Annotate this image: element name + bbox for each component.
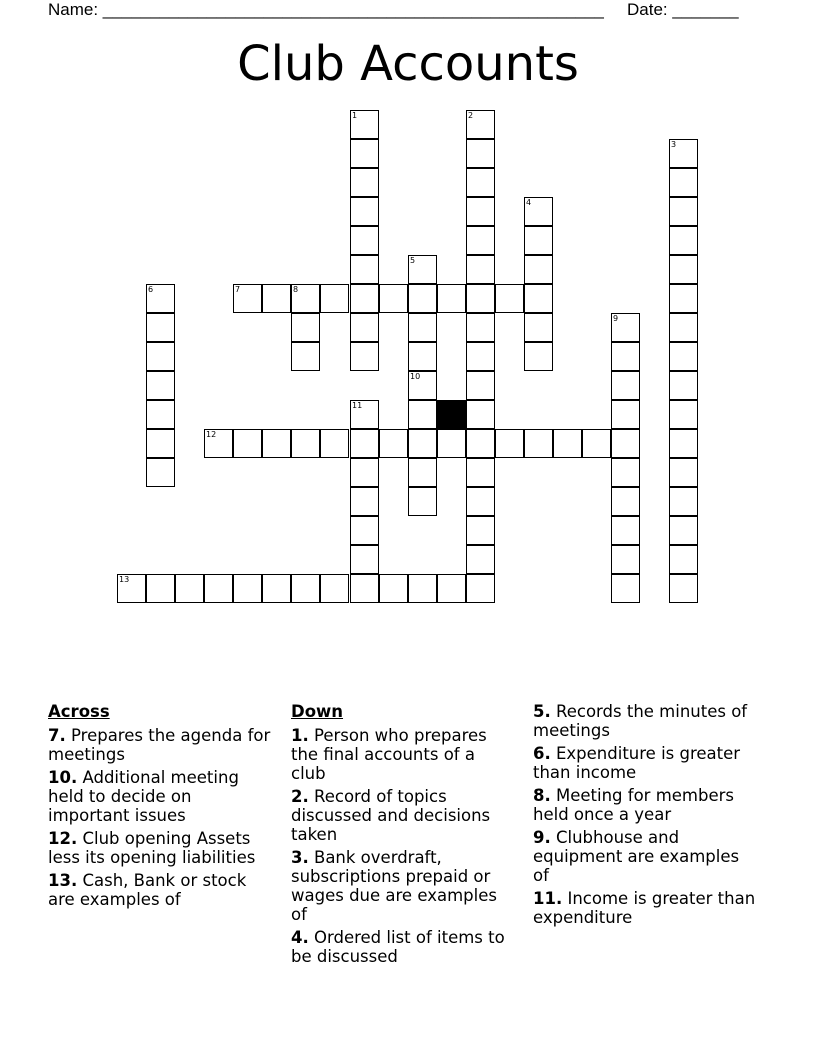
crossword-cell[interactable] [669, 516, 698, 545]
crossword-cell[interactable] [320, 429, 349, 458]
crossword-cell[interactable] [408, 400, 437, 429]
crossword-cell[interactable] [320, 284, 349, 313]
crossword-cell[interactable] [350, 429, 379, 458]
crossword-cell[interactable] [466, 139, 495, 168]
crossword-cell[interactable] [611, 371, 640, 400]
clue-number: 4 [526, 198, 532, 207]
crossword-cell[interactable] [350, 342, 379, 371]
crossword-cell[interactable] [466, 226, 495, 255]
clue-item-text: Records the minutes of meetings [533, 702, 748, 740]
crossword-cell[interactable] [262, 284, 291, 313]
crossword-cell[interactable] [350, 545, 379, 574]
crossword-cell[interactable] [466, 429, 495, 458]
crossword-cell[interactable] [524, 313, 553, 342]
crossword-block-cell [437, 400, 466, 429]
crossword-cell[interactable] [669, 226, 698, 255]
crossword-cell[interactable] [524, 226, 553, 255]
crossword-cell[interactable] [146, 313, 175, 342]
across-clue-list [48, 726, 273, 909]
crossword-cell[interactable] [291, 574, 320, 603]
clue-number: 12 [206, 430, 217, 439]
crossword-cell[interactable] [437, 429, 466, 458]
crossword-cell[interactable] [611, 342, 640, 371]
clue-item-number: 2. [291, 787, 309, 806]
crossword-cell[interactable] [466, 197, 495, 226]
clue-number: 6 [148, 285, 154, 294]
crossword-cell[interactable] [524, 429, 553, 458]
crossword-cell[interactable] [350, 226, 379, 255]
crossword-cell[interactable] [291, 342, 320, 371]
clue-item [48, 871, 273, 909]
crossword-cell[interactable] [262, 574, 291, 603]
crossword-cell[interactable] [117, 574, 146, 603]
crossword-cell[interactable] [379, 429, 408, 458]
clue-item-text: Income is greater than expenditure [533, 889, 756, 927]
clue-item-number: 8. [533, 786, 551, 805]
crossword-cell[interactable] [611, 400, 640, 429]
crossword-cell[interactable] [408, 313, 437, 342]
clue-number: 8 [293, 285, 299, 294]
crossword-cell[interactable] [466, 400, 495, 429]
crossword-cell[interactable] [291, 313, 320, 342]
crossword-cell[interactable] [408, 371, 437, 400]
crossword-cell[interactable] [350, 197, 379, 226]
crossword-cell[interactable] [408, 284, 437, 313]
crossword-cell[interactable] [262, 429, 291, 458]
clue-item [533, 828, 758, 885]
date-field-label: Date: _______ [627, 0, 739, 19]
down-clue-list-continued [533, 702, 758, 927]
clue-item-text: Clubhouse and equipment are examples of [533, 828, 740, 885]
clue-number: 10 [410, 372, 421, 381]
clue-item [533, 702, 758, 740]
clue-item [291, 928, 511, 966]
clue-number: 7 [235, 285, 241, 294]
crossword-cell[interactable] [379, 574, 408, 603]
crossword-cell[interactable] [611, 458, 640, 487]
clue-item-number: 9. [533, 828, 551, 847]
crossword-cell[interactable] [611, 516, 640, 545]
crossword-cell[interactable] [146, 342, 175, 371]
clue-item-number: 1. [291, 726, 309, 745]
crossword-cell[interactable] [466, 110, 495, 139]
crossword-cell[interactable] [611, 487, 640, 516]
clue-number: 1 [352, 111, 358, 120]
crossword-cell[interactable] [408, 574, 437, 603]
clue-item [291, 787, 511, 844]
clue-item-number: 13. [48, 871, 78, 890]
crossword-cell[interactable] [204, 574, 233, 603]
clue-item [533, 744, 758, 782]
crossword-cell[interactable] [379, 284, 408, 313]
crossword-cell[interactable] [669, 168, 698, 197]
crossword-cell[interactable] [146, 429, 175, 458]
clue-item-number: 5. [533, 702, 551, 721]
clue-item [48, 726, 273, 764]
crossword-cell[interactable] [233, 574, 262, 603]
crossword-cell[interactable] [495, 284, 524, 313]
clue-item-text: Expenditure is greater than income [533, 744, 741, 782]
clue-item [291, 726, 511, 783]
crossword-cell[interactable] [669, 574, 698, 603]
crossword-cell[interactable] [350, 255, 379, 284]
clue-item-number: 7. [48, 726, 66, 745]
clue-number: 11 [352, 401, 363, 410]
crossword-cell[interactable] [437, 574, 466, 603]
clue-item-text: Person who prepares the final accounts of a club [291, 726, 487, 783]
clue-item [48, 768, 273, 825]
crossword-cell[interactable] [350, 400, 379, 429]
clue-item [533, 786, 758, 824]
clue-number: 9 [613, 314, 619, 323]
crossword-cell[interactable] [553, 429, 582, 458]
crossword-cell[interactable] [611, 429, 640, 458]
crossword-cell[interactable] [669, 458, 698, 487]
clue-item-text: Meeting for members held once a year [533, 786, 734, 824]
crossword-cell[interactable] [350, 574, 379, 603]
crossword-cell[interactable] [611, 545, 640, 574]
crossword-cell[interactable] [291, 429, 320, 458]
crossword-cell[interactable] [291, 284, 320, 313]
crossword-cell[interactable] [669, 342, 698, 371]
crossword-cell[interactable] [524, 197, 553, 226]
clue-item-text: Club opening Assets less its opening liabilities [48, 829, 256, 867]
clue-number: 3 [671, 140, 677, 149]
crossword-cell[interactable] [466, 516, 495, 545]
clue-number: 5 [410, 256, 416, 265]
down-clues [291, 702, 511, 970]
clue-item-number: 6. [533, 744, 551, 763]
down-clues-continued [533, 702, 758, 931]
crossword-cell[interactable] [466, 284, 495, 313]
crossword-cell[interactable] [669, 197, 698, 226]
crossword-cell[interactable] [466, 371, 495, 400]
clue-item-text: Prepares the agenda for meetings [48, 726, 271, 764]
clue-number: 2 [468, 111, 474, 120]
crossword-cell[interactable] [524, 284, 553, 313]
crossword-cell[interactable] [669, 313, 698, 342]
crossword-cell[interactable] [669, 429, 698, 458]
crossword-cell[interactable] [146, 458, 175, 487]
crossword-cell[interactable] [146, 284, 175, 313]
crossword-cell[interactable] [204, 429, 233, 458]
clue-item-number: 3. [291, 848, 309, 867]
page-title: Club Accounts [237, 36, 579, 92]
clue-number: 13 [119, 575, 130, 584]
crossword-cell[interactable] [669, 487, 698, 516]
crossword-cell[interactable] [466, 487, 495, 516]
crossword-cell[interactable] [466, 545, 495, 574]
crossword-cell[interactable] [350, 110, 379, 139]
crossword-cell[interactable] [669, 139, 698, 168]
crossword-cell[interactable] [611, 313, 640, 342]
crossword-cell[interactable] [408, 429, 437, 458]
clue-item-text: Cash, Bank or stock are examples of [48, 871, 247, 909]
crossword-cell[interactable] [175, 574, 204, 603]
across-clues [48, 702, 273, 913]
crossword-cell[interactable] [669, 400, 698, 429]
crossword-cell[interactable] [233, 429, 262, 458]
crossword-cell[interactable] [350, 284, 379, 313]
crossword-cell[interactable] [146, 574, 175, 603]
clue-item-number: 4. [291, 928, 309, 947]
clue-item-text: Bank overdraft, subscriptions prepaid or wages due are examples of [291, 848, 497, 924]
crossword-cell[interactable] [669, 545, 698, 574]
crossword-cell[interactable] [466, 574, 495, 603]
down-heading: Down [291, 702, 344, 721]
clue-item-text: Record of topics discussed and decisions taken [291, 787, 491, 844]
crossword-cell[interactable] [408, 255, 437, 284]
clue-item-number: 10. [48, 768, 78, 787]
crossword-cell[interactable] [320, 574, 349, 603]
crossword-cell[interactable] [350, 458, 379, 487]
crossword-cell[interactable] [669, 284, 698, 313]
crossword-cell[interactable] [350, 139, 379, 168]
crossword-cell[interactable] [611, 574, 640, 603]
down-clue-list [291, 726, 511, 966]
crossword-cell[interactable] [582, 429, 611, 458]
crossword-cell[interactable] [146, 371, 175, 400]
clue-item-text: Ordered list of items to be discussed [291, 928, 505, 966]
crossword-cell[interactable] [146, 400, 175, 429]
clue-item [291, 848, 511, 924]
crossword-cell[interactable] [233, 284, 262, 313]
clue-item [533, 889, 758, 927]
crossword-cell[interactable] [350, 487, 379, 516]
clue-item [48, 829, 273, 867]
clue-item-number: 11. [533, 889, 563, 908]
crossword-cell[interactable] [350, 168, 379, 197]
crossword-cell[interactable] [350, 313, 379, 342]
crossword-cell[interactable] [466, 313, 495, 342]
crossword-cell[interactable] [466, 342, 495, 371]
crossword-cell[interactable] [408, 487, 437, 516]
crossword-cell[interactable] [437, 284, 466, 313]
crossword-cell[interactable] [669, 255, 698, 284]
crossword-cell[interactable] [350, 516, 379, 545]
clue-item-text: Additional meeting held to decide on important issues [48, 768, 239, 825]
crossword-cell[interactable] [495, 429, 524, 458]
crossword-cell[interactable] [524, 342, 553, 371]
clue-item-number: 12. [48, 829, 78, 848]
across-heading: Across [48, 702, 110, 721]
crossword-cell[interactable] [408, 342, 437, 371]
crossword-cell[interactable] [466, 168, 495, 197]
crossword-cell[interactable] [524, 255, 553, 284]
crossword-cell[interactable] [669, 371, 698, 400]
crossword-cell[interactable] [408, 458, 437, 487]
crossword-cell[interactable] [466, 255, 495, 284]
name-field-label: Name: _____________________________________________________ [48, 0, 604, 19]
crossword-cell[interactable] [466, 458, 495, 487]
